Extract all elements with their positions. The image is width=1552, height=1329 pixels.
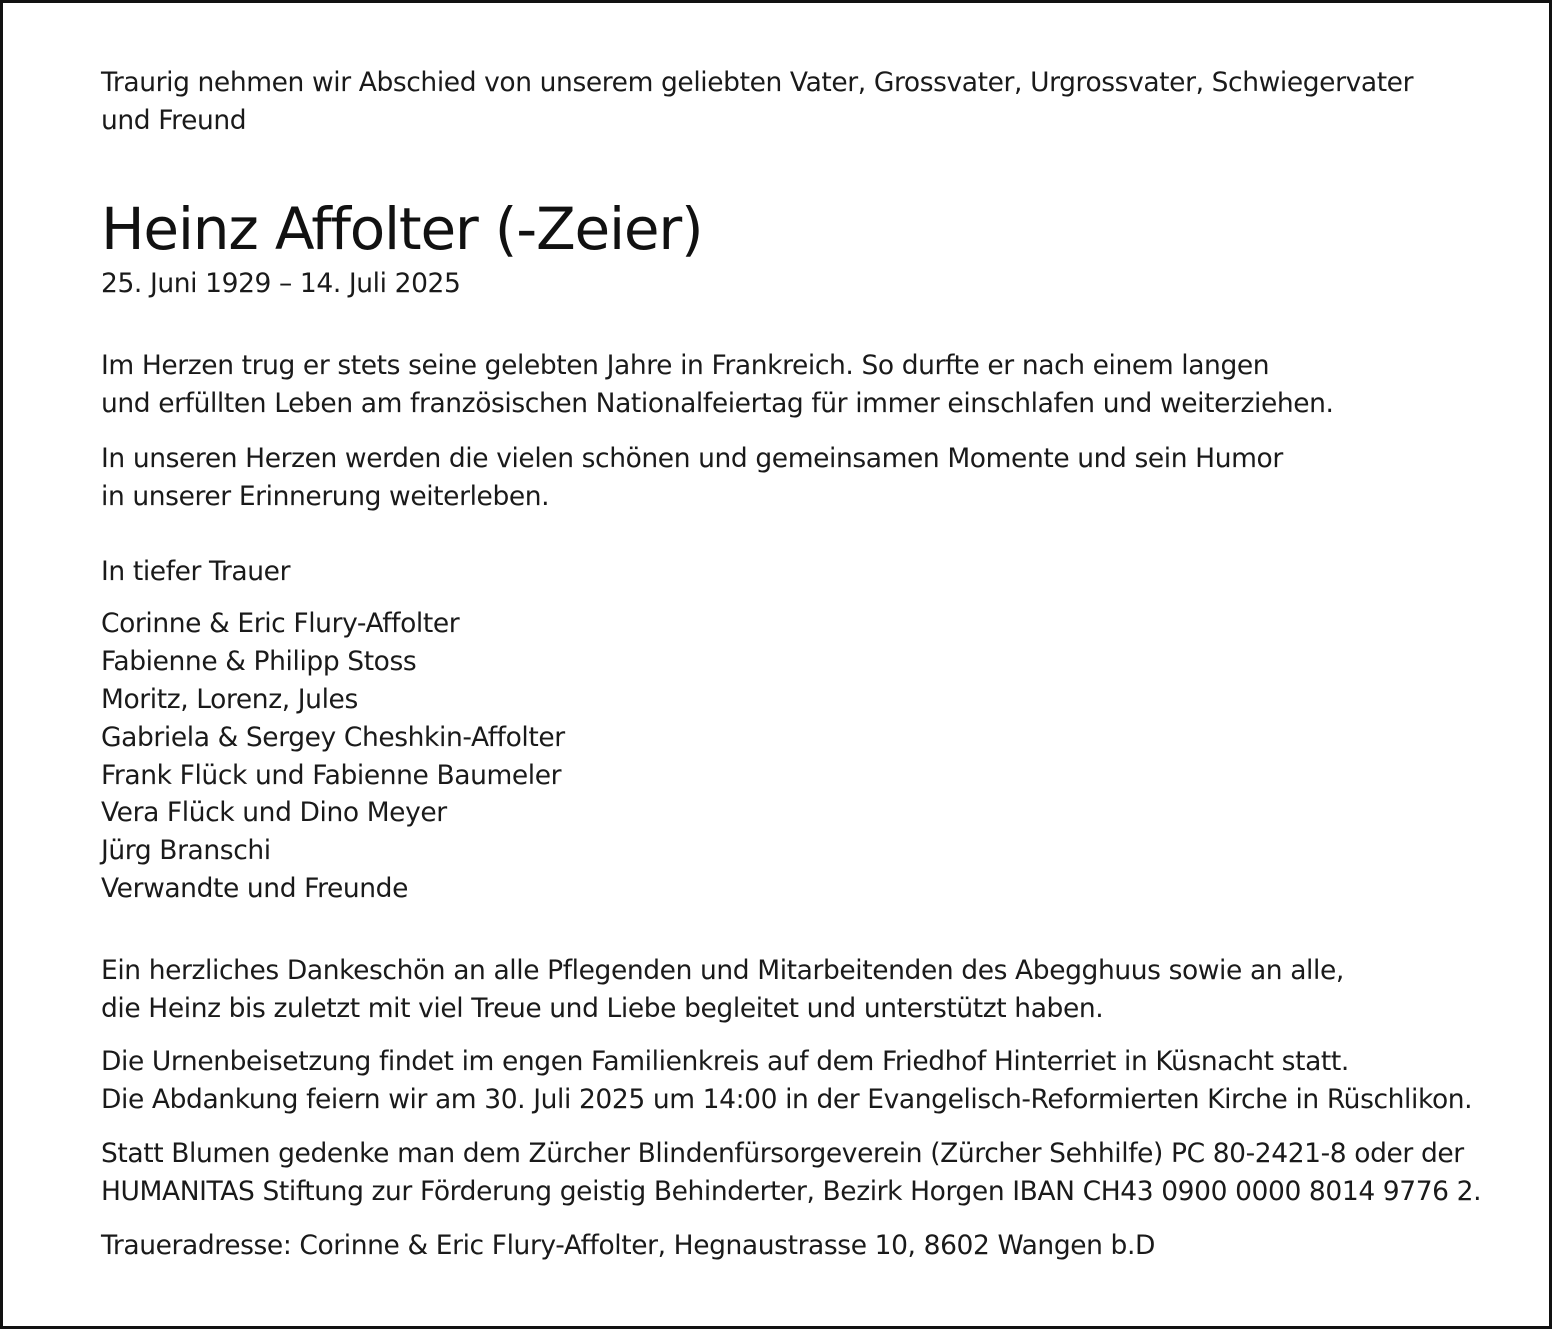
paragraph-line: Statt Blumen gedenke man dem Zürcher Blindenfürsorgeverein (Zürcher Sehhilfe) PC 80-2421-8 oder der — [101, 1137, 1464, 1169]
mourning-address: Traueradresse: Corinne & Eric Flury-Affolter, Hegnaustrasse 10, 8602 Wangen b.D — [101, 1229, 1156, 1261]
obituary-notice — [101, 64, 1521, 1264]
deceased-name: Heinz Affolter (-Zeier) — [101, 194, 703, 263]
paragraph-line: HUMANITAS Stiftung zur Förderung geistig Behinderter, Bezirk Horgen IBAN CH43 0900 0000 8014 9776 2. — [101, 1175, 1482, 1207]
intro-line: Traurig nehmen wir Abschied von unserem geliebten Vater, Grossvater, Urgrossvater, Schwiegervater — [101, 67, 1414, 98]
mourner-entry: Vera Flück und Dino Meyer — [101, 797, 447, 829]
intro-line: und Freund — [101, 104, 247, 136]
intro-text — [101, 64, 1521, 140]
paragraph-line: In unseren Herzen werden die vielen schönen und gemeinsamen Momente und sein Humor — [101, 442, 1283, 474]
mourner-entry: Corinne & Eric Flury-Affolter — [101, 608, 460, 640]
mourner-entry: Verwandte und Freunde — [101, 872, 408, 904]
paragraph-line: Die Abdankung feiern wir am 30. Juli 2025 um 14:00 in der Evangelisch-Reformierten Kirche in Rüschlikon. — [101, 1084, 1473, 1116]
mourner-entry: Jürg Branschi — [101, 835, 271, 867]
mourners-list — [101, 605, 1521, 907]
ceremony-paragraph — [101, 1043, 1521, 1119]
paragraph-line: und erfüllten Leben am französischen Nationalfeiertag für immer einschlafen und weiterziehen. — [101, 388, 1334, 420]
life-dates: 25. Juni 1929 – 14. Juli 2025 — [101, 267, 461, 299]
mourner-entry: Frank Flück und Fabienne Baumeler — [101, 759, 562, 791]
paragraph-line: Im Herzen trug er stets seine gelebten Jahre in Frankreich. So durfte er nach einem langen — [101, 350, 1270, 382]
mourner-entry: Gabriela & Sergey Cheshkin-Affolter — [101, 721, 565, 753]
mourning-heading: In tiefer Trauer — [101, 555, 291, 587]
mourner-entry: Fabienne & Philipp Stoss — [101, 646, 417, 678]
donation-paragraph — [101, 1135, 1521, 1211]
memorial-paragraph — [101, 440, 1521, 516]
paragraph-line: Die Urnenbeisetzung findet im engen Familienkreis auf dem Friedhof Hinterriet in Küsnacht statt. — [101, 1046, 1349, 1078]
mourner-entry: Moritz, Lorenz, Jules — [101, 683, 358, 715]
paragraph-line: die Heinz bis zuletzt mit viel Treue und Liebe begleitet und unterstützt haben. — [101, 992, 1104, 1024]
paragraph-line: in unserer Erinnerung weiterleben. — [101, 480, 550, 512]
memorial-paragraph — [101, 347, 1521, 423]
thanks-paragraph — [101, 952, 1521, 1028]
paragraph-line: Ein herzliches Dankeschön an alle Pflegenden und Mitarbeitenden des Abegghuus sowie an alle, — [101, 954, 1344, 986]
